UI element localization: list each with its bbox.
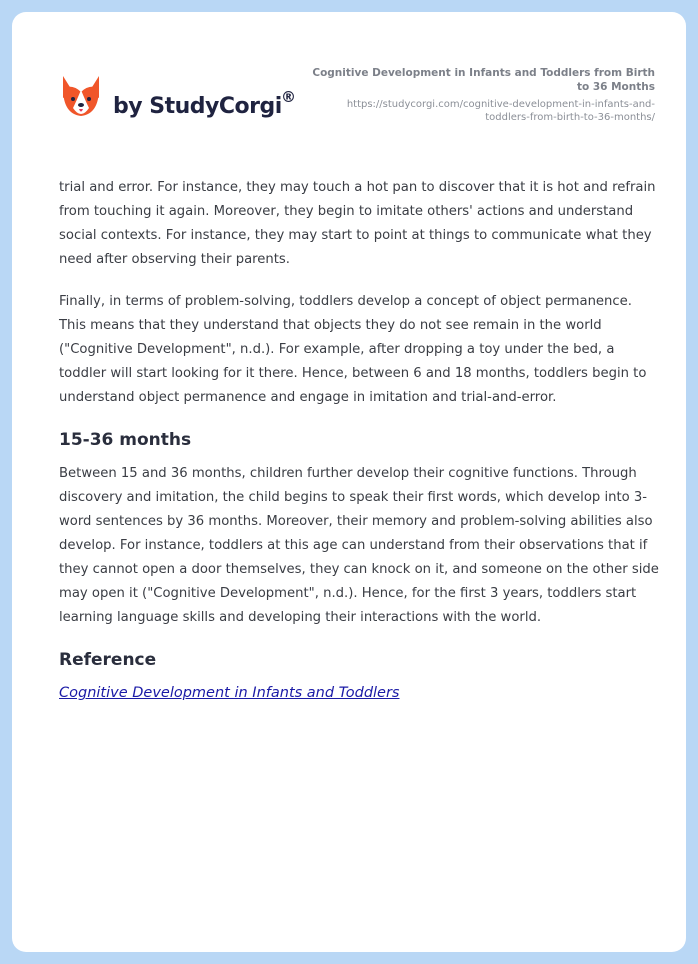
document-meta	[305, 66, 655, 124]
brand-name: by StudyCorgi	[113, 94, 282, 119]
page-header	[12, 12, 686, 142]
section-heading: 15-36 months	[59, 430, 192, 450]
paragraph: Between 15 and 36 months, children further develop their cognitive functions. Through discovery and imitation, the child begins to speak their first words, which develop into 3-word sentences by 36 months. Moreover, their memory and problem-solving abilities also develop. For instance, toddlers at this age can understand from their observations that if they cannot open a door themselves, they can knock on it, and someone on the other side may open it ("Cognitive Development", n.d.). Hence, for the first 3 years, toddlers start learning language skills and developing their interactions with the world.	[59, 466, 659, 625]
reference-link[interactable]: Cognitive Development in Infants and Toddlers	[59, 685, 400, 701]
studycorgi-logo[interactable]	[59, 74, 309, 126]
document-page	[12, 12, 686, 952]
document-url[interactable]: https://studycorgi.com/cognitive-development-in-infants-and-toddlers-from-birth-to-36-months/	[346, 99, 655, 123]
document-body	[59, 176, 659, 704]
corgi-logo-icon	[59, 74, 103, 122]
registered-mark: ®	[281, 88, 296, 106]
paragraph: trial and error. For instance, they may touch a hot pan to discover that it is hot and refrain from touching it again. Moreover, they begin to imitate others' actions and understand social contexts. For instance, they may start to point at things to communicate what they need after observing their parents.	[59, 180, 656, 267]
document-title: Cognitive Development in Infants and Toddlers from Birth to 36 Months	[312, 67, 655, 93]
paragraph: Finally, in terms of problem-solving, toddlers develop a concept of object permanence. This means that they understand that objects they do not see remain in the world ("Cognitive Development", n.d.). For example, after dropping a toy under the bed, a toddler will start looking for it there. Hence, between 6 and 18 months, toddlers begin to understand object permanence and engage in imitation and trial-and-error.	[59, 294, 647, 405]
reference-heading: Reference	[59, 650, 157, 670]
